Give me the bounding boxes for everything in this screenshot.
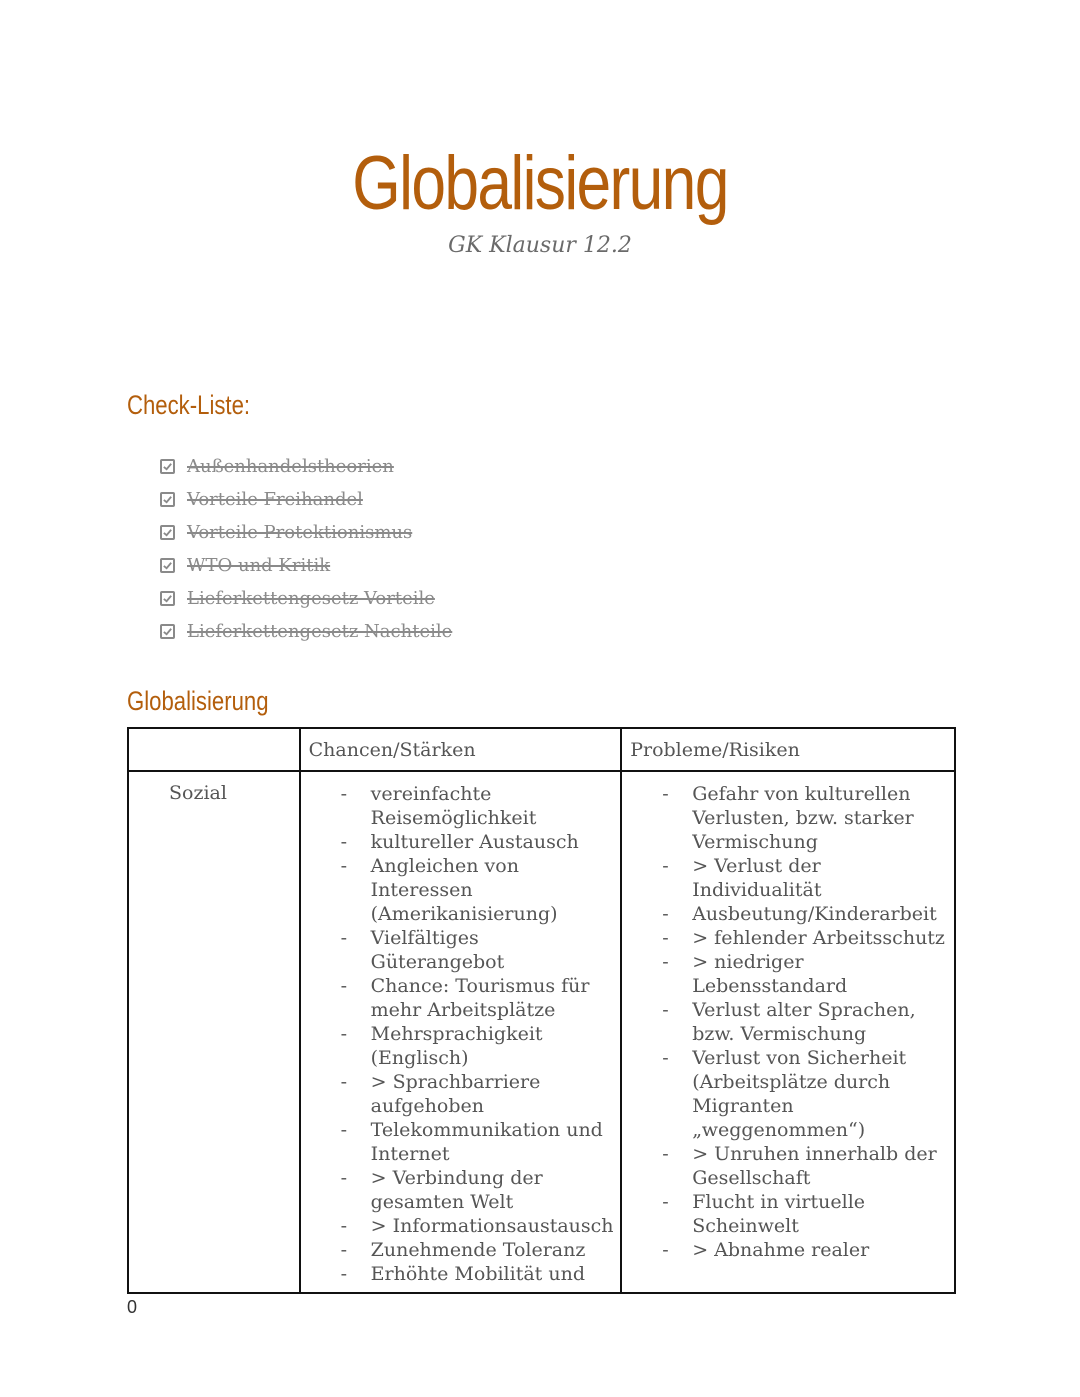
chancen-list bbox=[301, 782, 615, 1286]
table-header-row bbox=[128, 728, 955, 771]
checklist-item-label: Vorteile Protektionismus bbox=[187, 522, 413, 543]
checkbox-checked-icon[interactable] bbox=[160, 558, 175, 573]
list-item: - Vielfältiges Güterangebot bbox=[301, 926, 615, 974]
checklist-item bbox=[160, 615, 452, 648]
list-item: - Flucht in virtuelle Scheinwelt bbox=[622, 1190, 948, 1238]
section-heading: Globalisierung bbox=[127, 686, 269, 716]
list-item: - > Verbindung der gesamten Welt bbox=[301, 1166, 615, 1214]
document-title: Globalisierung bbox=[352, 141, 728, 226]
table-header-probleme: Probleme/Risiken bbox=[621, 728, 955, 771]
list-item: - > niedriger Lebensstandard bbox=[622, 950, 948, 998]
list-item: - > Unruhen innerhalb der Gesellschaft bbox=[622, 1142, 948, 1190]
list-item: - Telekommunikation und Internet bbox=[301, 1118, 615, 1166]
list-item: - > fehlender Arbeitsschutz bbox=[622, 926, 948, 950]
chancen-cell bbox=[300, 771, 622, 1293]
list-item: - vereinfachte Reisemöglichkeit bbox=[301, 782, 615, 830]
checkbox-checked-icon[interactable] bbox=[160, 492, 175, 507]
checkbox-checked-icon[interactable] bbox=[160, 624, 175, 639]
table-row bbox=[128, 771, 955, 1293]
probleme-list bbox=[622, 782, 948, 1262]
list-item: - Verlust alter Sprachen, bzw. Vermischung bbox=[622, 998, 948, 1046]
list-item: - Verlust von Sicherheit (Arbeitsplätze durch Migranten „weggenommen“) bbox=[622, 1046, 948, 1142]
checklist-item-label: Außenhandelstheorien bbox=[187, 456, 394, 477]
list-item: - kultureller Austausch bbox=[301, 830, 615, 854]
checklist-item-label: Lieferkettengesetz Vorteile bbox=[187, 588, 435, 609]
checklist-item bbox=[160, 483, 452, 516]
checklist-item-label: Vorteile Freihandel bbox=[187, 489, 363, 510]
list-item: - Erhöhte Mobilität und bbox=[301, 1262, 615, 1286]
list-item: - Gefahr von kulturellen Verlusten, bzw. starker Vermischung bbox=[622, 782, 948, 854]
list-item: - Ausbeutung/Kinderarbeit bbox=[622, 902, 948, 926]
list-item: - > Verlust der Individualität bbox=[622, 854, 948, 902]
list-item: - > Informationsaustausch bbox=[301, 1214, 615, 1238]
comparison-table bbox=[127, 727, 956, 1294]
checklist-item bbox=[160, 549, 452, 582]
list-item: - Chance: Tourismus für mehr Arbeitsplätze bbox=[301, 974, 615, 1022]
checkbox-checked-icon[interactable] bbox=[160, 525, 175, 540]
probleme-cell bbox=[621, 771, 955, 1293]
list-item: - > Sprachbarriere aufgehoben bbox=[301, 1070, 615, 1118]
list-item: - Zunehmende Toleranz bbox=[301, 1238, 615, 1262]
checklist-item bbox=[160, 450, 452, 483]
checklist-item bbox=[160, 582, 452, 615]
checklist bbox=[160, 450, 452, 648]
checklist-item-label: WTO und Kritik bbox=[187, 555, 331, 576]
list-item: - > Abnahme realer bbox=[622, 1238, 948, 1262]
checkbox-checked-icon[interactable] bbox=[160, 459, 175, 474]
checkbox-checked-icon[interactable] bbox=[160, 591, 175, 606]
checklist-heading: Check-Liste: bbox=[127, 390, 251, 420]
list-item: - Angleichen von Interessen (Amerikanisierung) bbox=[301, 854, 615, 926]
checklist-item bbox=[160, 516, 452, 549]
table-header-chancen: Chancen/Stärken bbox=[300, 728, 622, 771]
list-item: - Mehrsprachigkeit (Englisch) bbox=[301, 1022, 615, 1070]
checklist-item-label: Lieferkettengesetz Nachteile bbox=[187, 621, 453, 642]
page-number: 0 bbox=[127, 1297, 138, 1317]
row-label: Sozial bbox=[128, 771, 300, 1293]
document-subtitle: GK Klausur 12.2 bbox=[448, 233, 632, 258]
table-header-empty bbox=[128, 728, 300, 771]
